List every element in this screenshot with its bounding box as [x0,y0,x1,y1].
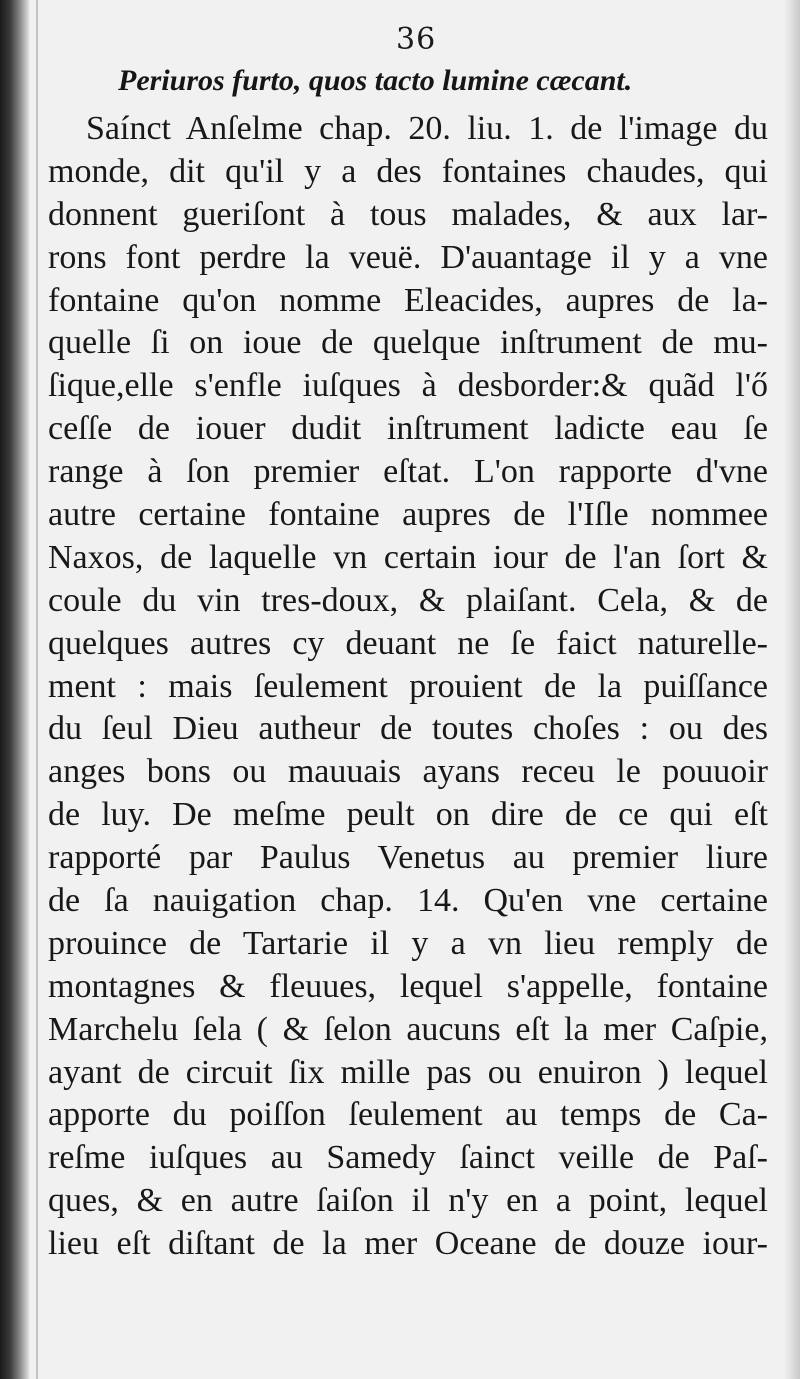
text-line: lieu eſt diſtant de la mer Oceane de douze iour- [48,1225,768,1263]
text-line: coule du vin tres-doux, & plaiſant. Cela, & de [48,581,768,619]
text-line: ayant de circuit ſix mille pas ou enuiron ) lequel [48,1053,768,1091]
text-line: Marchelu ſela ( & ſelon aucuns eſt la mer Caſpie, [48,1010,768,1048]
text-line: montagnes & fleuues, lequel s'appelle, fontaine [48,967,768,1005]
header-verse: Periuros furto, quos tacto lumine cæcant. [118,64,633,97]
text-line: range à ſon premier eſtat. L'on rapporte d'vne [48,453,768,491]
text-line: ceſſe de iouer dudit inſtrument ladicte eau ſe [48,410,768,448]
text-line: ques, & en autre ſaiſon il n'y en a point, lequel [48,1182,768,1220]
text-line: Naxos, de laquelle vn certain iour de l'an ſort & [48,538,768,576]
text-line: reſme iuſques au Samedy ſainct veille de Paſ- [48,1139,768,1177]
text-line: donnent gueriſont à tous malades, & aux lar- [48,195,768,233]
text-line: anges bons ou mauuais ayans receu le pouuoir [48,753,768,791]
text-line: prouince de Tartarie il y a vn lieu remply de [48,924,768,962]
text-line: de ſa nauigation chap. 14. Qu'en vne certaine [48,882,768,920]
text-line: fontaine qu'on nomme Eleacides, aupres de la- [48,281,768,319]
text-line: rapporté par Paulus Venetus au premier liure [48,839,768,877]
text-line: apporte du poiſſon ſeulement au temps de Ca- [48,1096,768,1134]
text-line: autre certaine fontaine aupres de l'Iſle nommee [48,496,768,534]
binding-gutter-line [36,0,38,1379]
text-line: quelle ſi on ioue de quelque inſtrument de mu- [48,324,768,362]
text-line: rons font perdre la veuë. D'auantage il y a vne [48,238,768,276]
text-line: du ſeul Dieu autheur de toutes choſes : ou des [48,710,768,748]
text-line: ment : mais ſeulement prouient de la puiſſance [48,667,768,705]
text-body [48,108,768,1266]
text-line: Saínct Anſelme chap. 20. liu. 1. de l'image du [86,110,768,147]
text-line: monde, dit qu'il y a des fontaines chaudes, qui [48,152,768,190]
text-line: quelques autres cy deuant ne ſe faict naturelle- [48,624,768,662]
page-edge [784,0,800,1379]
page-number: 36 [396,22,437,57]
book-binding-shadow [0,0,30,1379]
text-line: de luy. De meſme peult on dire de ce qui eſt [48,796,768,834]
text-line: ſique,elle s'enfle iuſques à desborder:& quãd l'ő [48,367,768,405]
